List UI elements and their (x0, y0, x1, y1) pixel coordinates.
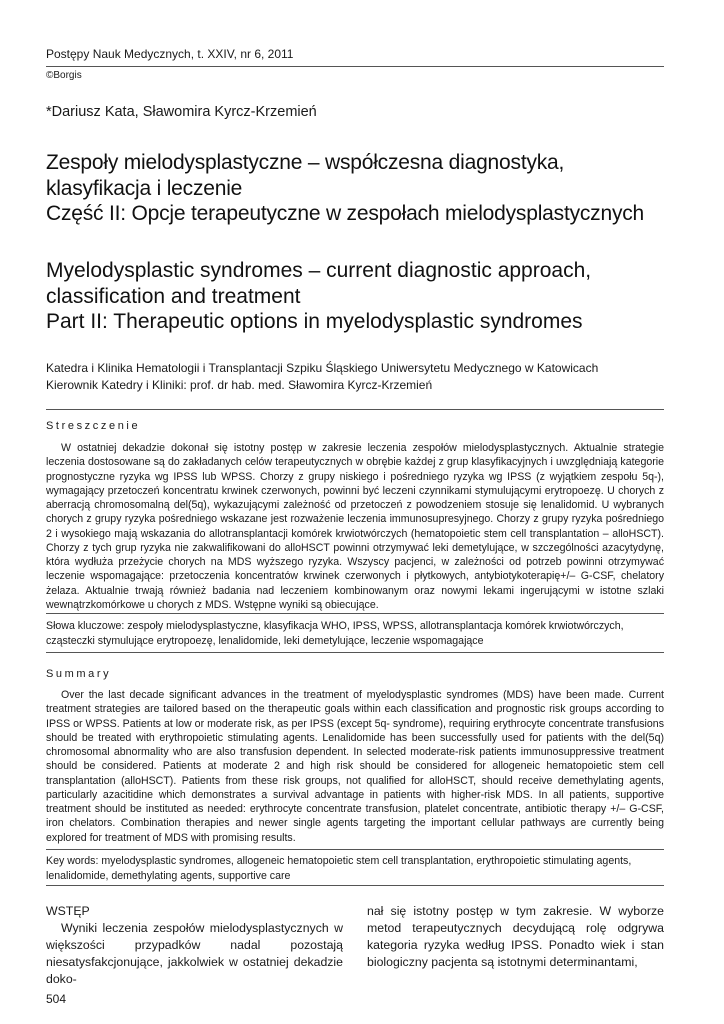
streszczenie-text (46, 441, 664, 612)
header-rule (46, 66, 664, 67)
body-column-right (367, 903, 664, 971)
body-paragraph: nał się istotny postęp w tym zakresie. W wyborze metod terapeutycznych decydującą rolę odgrywa kategoria ryzyka według IPSS. Ponadto wiek i stan biologiczny pacjenta są istotnymi determinantami, (367, 904, 664, 969)
keywords-polish: Słowa kluczowe: zespoły mielodysplastyczne, klasyfikacja WHO, IPSS, WPSS, allotransplantacja komórek krwiotwórczych, cząsteczki stymulujące erytropoezę, lenalidomide, leki demetylujące, leczenie wspomagające (46, 620, 624, 647)
summary-heading: Summary (46, 668, 112, 680)
publisher-mark: ©Borgis (46, 70, 82, 81)
body-column-left (46, 903, 343, 988)
title-polish-line: Część II: Opcje terapeutyczne w zespołach mielodysplastycznych (46, 202, 645, 225)
divider (46, 885, 664, 886)
affiliation-line: Katedra i Klinika Hematologii i Transplantacji Szpiku Śląskiego Uniwersytetu Medycznego w Katowicach (46, 361, 599, 375)
title-english (46, 258, 686, 335)
streszczenie-heading: Streszczenie (46, 420, 141, 432)
body-paragraph: Wyniki leczenia zespołów mielodysplastycznych w większości przypadków nadal pozostają niesatysfakcjonujące, jakkolwiek w ostatniej dekadzie doko- (46, 921, 343, 986)
keywords-english: Key words: myelodysplastic syndromes, allogeneic hematopoietic stem cell transplantation, erythropoietic stimulating agents, lenalidomide, demethylating agents, supportive care (46, 855, 632, 882)
title-english-line: Myelodysplastic syndromes – current diagnostic approach, (46, 259, 592, 282)
title-polish-line: Zespoły mielodysplastyczne – współczesna diagnostyka, (46, 151, 565, 174)
title-polish-line: klasyfikacja i leczenie (46, 176, 243, 200)
journal-citation: Postępy Nauk Medycznych, t. XXIV, nr 6, 2011 (46, 47, 294, 61)
authors: *Dariusz Kata, Sławomira Kyrcz-Krzemień (46, 104, 317, 120)
divider (46, 849, 664, 850)
affiliation-line: Kierownik Katedry i Kliniki: prof. dr hab. med. Sławomira Kyrcz-Krzemień (46, 378, 433, 392)
section-heading: WSTĘP (46, 904, 90, 918)
streszczenie-paragraph: W ostatniej dekadzie dokonał się istotny postęp w zakresie leczenia zespołów mielodysplastycznych. Aktualnie strategie leczenia dostosowane są do zakładanych celów terapeutycznych w obrębie każdej z grup klasyfikacyjnych i uwzględniają kategorie prognostyczne ryzyka wg IPSS lub WPSS. Chorzy z grupy niskiego i pośredniego ryzyka wg IPSS (z wyjątkiem zespołu 5q-), wymagający przetoczeń koncentratu krwinek czerwonych, powinni być leczeni czynnikami stymulującymi erytropoezę. U chorych z aberracją chromosomalną del(5q), wykazującymi zależność od przetoczeń z powodzeniem stosuje się lenalidomid. U wybranych chorych z grupy ryzyka pośredniego wskazane jest rozważenie leczenia immunosupresyjnego. Chorzy z grupy ryzyka pośredniego 2 i wysokiego mają wskazania do allotransplantacji komórek krwiotwórczych (hematopoietic stem cell transplantation – alloHSCT). Chorzy z tych grup ryzyka nie zakwalifikowani do alloHSCT powinni otrzymywać leki demetylujące, w szczególności azacytydynę, która wydłuża przeżycie chorych na MDS wyższego ryzyka. Wszyscy pacjenci, w zależności od potrzeb powinni otrzymywać leczenie wspomagające: przetoczenia koncentratów krwinek czerwonych i płytkowych, antybiotykoterapię+/– G-CSF, chelatory żelaza. Aktualnie trwają również badania nad leczeniem kombinowanym oraz nowymi lekami ingerującymi w istotne szlaki wewnątrzkomórkowe u chorych z MDS. Wstępne wyniki są obiecujące. (46, 442, 664, 611)
divider (46, 409, 664, 410)
divider (46, 652, 664, 653)
summary-text (46, 688, 664, 845)
title-polish (46, 150, 686, 227)
affiliation (46, 360, 666, 394)
page-number: 504 (46, 992, 67, 1006)
summary-paragraph: Over the last decade significant advances in the treatment of myelodysplastic syndromes (MDS) have been made. Current treatment strategies are tailored based on the therapeutic goals within each classification and prognostic risk groups according to IPSS or WPSS. Patients at low or moderate risk, as per IPSS (except 5q- syndrome), requiring erythrocyte concentrate transfusions should be treated with erythropoietic stimulating agents. Lenalidomide has been successfully used for patients with the del(5q) chromosomal abnormality who are also transfusion dependent. In selected moderate-risk patients immunosuppressive treatment should be considered. Patients at moderate 2 and high risk should be considered for allogeneic hematopoietic stem cell transplantation (alloHSCT). Patients from these risk groups, not qualified for alloHSCT, should receive demethylating agents, particularly azacitidine which demonstrates a survival advantage in patients with higher-risk MDS. In all patients, supportive treatment should be instituted as needed: erythrocyte concentrate transfusion, platelet concentrate, antibiotic therapy +/– G-CSF, iron chelators. Combination therapies and newer single agents targeting the important cellular pathways are currently being explored for treatment of MDS with promising results. (46, 689, 664, 844)
title-english-line: Part II: Therapeutic options in myelodysplastic syndromes (46, 310, 583, 333)
title-english-line: classification and treatment (46, 284, 301, 308)
divider (46, 613, 664, 614)
